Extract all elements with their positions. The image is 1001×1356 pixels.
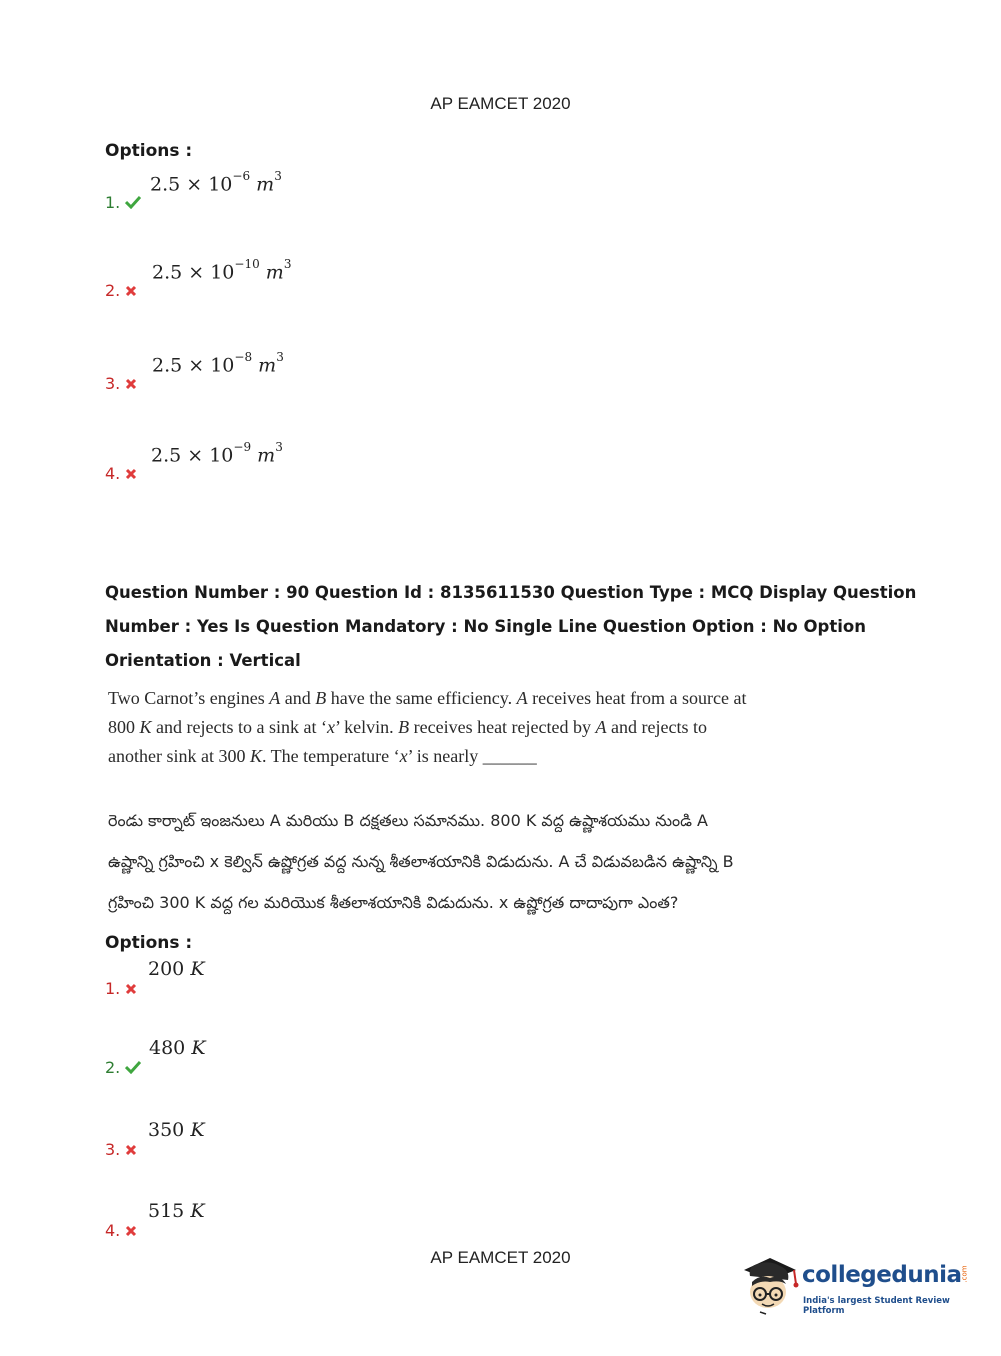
logo-brand: collegedunia — [802, 1262, 962, 1288]
check-icon — [125, 1060, 141, 1074]
cross-icon — [125, 378, 137, 390]
option-number: 4. — [105, 464, 121, 483]
cross-icon — [125, 468, 137, 480]
page-header: AP EAMCET 2020 — [430, 94, 571, 113]
option-number: 2. — [105, 281, 121, 300]
logo-tagline: India's largest Student Review Platform — [803, 1296, 950, 1316]
question-text-english: Two Carnot’s engines A and B have the same efficiency. A receives heat from a source at 800 K and rejects to a sink at ‘x’ kelvin. B receives heat rejected by A and rejects to another sink at 300 K. The temperature ‘x’ is nearly ______ — [108, 688, 747, 766]
option-number: 1. — [105, 979, 121, 998]
option-number: 1. — [105, 193, 121, 212]
option-value: 515 K — [148, 1200, 205, 1222]
collegedunia-logo — [740, 1248, 970, 1320]
option-value: 200 K — [148, 958, 205, 980]
options-label: Options : — [105, 933, 193, 953]
cross-icon — [125, 983, 137, 995]
page-footer: AP EAMCET 2020 — [430, 1248, 571, 1267]
option-number: 3. — [105, 374, 121, 393]
option-value: $2.5 \times 10^{-10}$ $m^3$ — [152, 257, 292, 284]
meta-line: Number : Yes Is Question Mandatory : No Single Line Question Option : No Option — [105, 617, 866, 636]
option-number: 4. — [105, 1221, 121, 1240]
question-meta — [105, 576, 917, 678]
option-number: 2. — [105, 1058, 121, 1077]
question-text-telugu: రెండు కార్నాట్ ఇంజనులు A మరియు B దక్షతలు సమానము. 800 K వద్ద ఉష్ణాశయము నుండి A ఉష్ణాన్ని గ్రహించి x కెల్విన్ ఉష్ణోగ్రత వద్ద నున్న శీతలాశయానికి విడుదును. A చే విడువబడిన ఉష్ణాన్ని B గ్రహించి 300 K వద్ద గల మరియొక శీతలాశయానికి విడుదును. x ఉష్ణోగ్రత దాదాపుగా ఎంత? — [108, 811, 734, 912]
cross-icon — [125, 1144, 137, 1156]
mascot-icon — [740, 1248, 800, 1318]
logo-suffix: .com — [960, 1265, 969, 1283]
meta-line: Question Number : 90 Question Id : 8135611530 Question Type : MCQ Display Question — [105, 583, 917, 602]
option-value: $2.5 \times 10^{-8}$ $m^3$ — [152, 350, 284, 377]
option-value: 350 K — [148, 1119, 205, 1141]
options-label: Options : — [105, 141, 193, 161]
option-value: $2.5 \times 10^{-9}$ $m^3$ — [151, 440, 283, 467]
option-value: $2.5 \times 10^{-6}$ $m^3$ — [150, 169, 282, 196]
check-icon — [125, 195, 141, 209]
option-number: 3. — [105, 1140, 121, 1159]
meta-line: Orientation : Vertical — [105, 651, 301, 670]
option-value: 480 K — [149, 1037, 206, 1059]
cross-icon — [125, 285, 137, 297]
cross-icon — [125, 1225, 137, 1237]
